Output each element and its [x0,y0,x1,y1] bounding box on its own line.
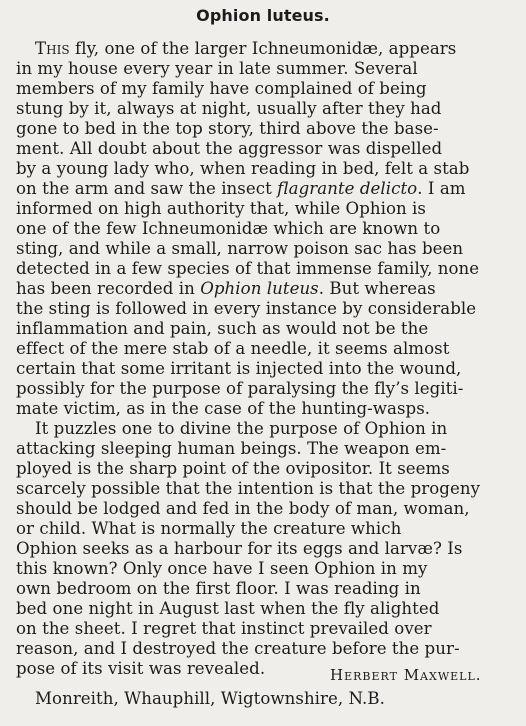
text-segment: has been recorded in [16,279,201,298]
text-line [16,279,436,299]
text-line: bed one night in August last when the fly alighted [16,599,440,618]
article-title: Ophion luteus. [196,6,330,25]
text-line: gone to bed in the top story, third above the base- [16,119,439,138]
text-line: members of my family have complained of being [16,79,427,98]
text-line: informed on high authority that, while Ophion is [16,199,426,218]
text-line: on the sheet. I regret that instinct prevailed over [16,619,432,638]
italic-phrase: flagrante delicto [277,179,418,198]
text-line: pose of its visit was revealed. [16,659,266,678]
author-address: Monreith, Whauphill, Wigtownshire, N.B. [35,689,385,708]
text-line: effect of the mere stab of a needle, it seems almost [16,339,450,358]
text-line: the sting is followed in every instance by considerable [16,299,477,318]
text-line: possibly for the purpose of paralysing the fly’s legiti- [16,379,464,398]
first-word: This [35,39,70,58]
text-line: Ophion seeks as a harbour for its eggs and larvæ? Is [16,539,463,558]
text-segment: . I am [417,179,466,198]
text-line: inflammation and pain, such as would not be the [16,319,429,338]
text-segment: on the arm and saw the insect [16,179,278,198]
text-line [35,39,456,59]
text-line: detected in a few species of that immense family, none [16,259,480,278]
text-line: scarcely possible that the intention is that the progeny [16,479,481,498]
text-line: attacking sleeping human beings. The weapon em- [16,439,447,458]
text-segment: fly, one of the larger Ichneumonidæ, appears [69,39,457,58]
text-line: ployed is the sharp point of the ovipositor. It seems [16,459,450,478]
text-line: It puzzles one to divine the purpose of Ophion in [35,419,448,438]
text-line: certain that some irritant is injected into the wound, [16,359,462,378]
author-signature: Herbert Maxwell. [330,666,482,684]
text-line: mate victim, as in the case of the hunting-wasps. [16,399,431,418]
text-line: stung by it, always at night, usually after they had [16,99,442,118]
italic-phrase: Ophion luteus [200,279,319,298]
text-line: should be lodged and fed in the body of man, woman, [16,499,470,518]
text-line: one of the few Ichneumonidæ which are known to [16,219,441,238]
text-line: sting, and while a small, narrow poison sac has been [16,239,464,258]
text-line: by a young lady who, when reading in bed, felt a stab [16,159,470,178]
text-line: ment. All doubt about the aggressor was dispelled [16,139,443,158]
text-line [16,179,466,199]
text-line: this known? Only once have I seen Ophion in my [16,559,428,578]
text-line: in my house every year in late summer. Several [16,59,418,78]
text-segment: . But whereas [318,279,436,298]
text-line: own bedroom on the first floor. I was reading in [16,579,421,598]
text-line: reason, and I destroyed the creature before the pur- [16,639,460,658]
text-line: or child. What is normally the creature which [16,519,402,538]
